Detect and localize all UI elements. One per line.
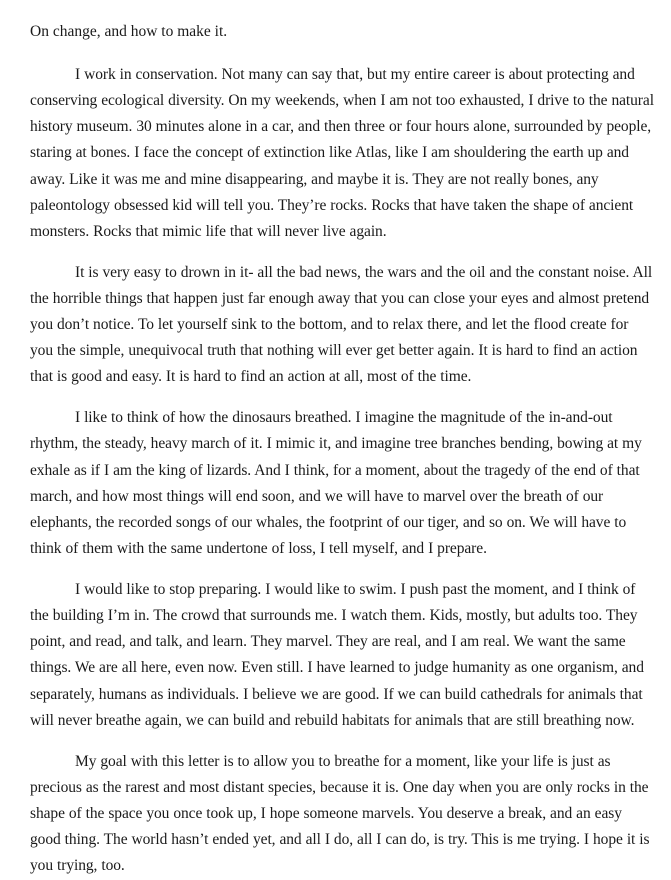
paragraph-stop-preparing: I would like to stop preparing. I would like to swim. I push past the moment, and I think of the building I’m in. The crowd that surrounds me. I watch them. Kids, mostly, but adults too. They point, and read, and talk, and learn. They marvel. They are real, and I am real. We want the same things. We are all here, even now. Even still. I have learned to judge humanity as one organism, and separately, humans as individuals. I believe we are good. If we can build cathedrals for animals that will never breathe again, we can build and rebuild habitats for animals that are still breathing now. <box>30 580 644 729</box>
paragraph-drowning: It is very easy to drown in it- all the bad news, the wars and the oil and the constant noise. All the horrible things that happen just far enough away that you can close your eyes and almost pretend you don’t notice. To let yourself sink to the bottom, and to relax there, and let the flood create for you the simple, unequivocal truth that nothing will ever get better again. It is hard to find an action that is good and easy. It is hard to find an action at all, most of the time. <box>30 263 653 386</box>
document-title: On change, and how to make it. <box>30 23 228 40</box>
paragraph-dinosaurs: I like to think of how the dinosaurs breathed. I imagine the magnitude of the in-and-out rhythm, the steady, heavy march of it. I mimic it, and imagine tree branches bending, bowing at my exhale as if I am the king of lizards. And I think, for a moment, about the tragedy of the end of that march, and how most things will end soon, and we will have to marvel over the breath of our elephants, the recorded songs of our whales, the footprint of our tiger, and so on. We will have to think of them with the same undertone of loss, I tell myself, and I prepare. <box>30 409 642 558</box>
paragraph-conservation: I work in conservation. Not many can say that, but my entire career is about protecting and conserving ecological diversity. On my weekends, when I am not too exhausted, I drive to the natural history museum. 30 minutes alone in a car, and then three or four hours alone, surrounded by people, staring at bones. I face the concept of extinction like Atlas, like I am shouldering the earth up and away. Like it was me and mine disappearing, and maybe it is. They are not really bones, any paleontology obsessed kid will tell you. They’re rocks. Rocks that have taken the shape of ancient monsters. Rocks that mimic life that will never live again. <box>30 65 654 240</box>
paragraph-letter-goal: My goal with this letter is to allow you to breathe for a moment, like your life is just as precious as the rarest and most distant species, because it is. One day when you are only rocks in the shape of the space you once took up, I hope someone marvels. You deserve a break, and an easy good thing. The world hasn’t ended yet, and all I do, all I can do, is try. This is me trying. I hope it is you trying, too. <box>30 752 650 875</box>
